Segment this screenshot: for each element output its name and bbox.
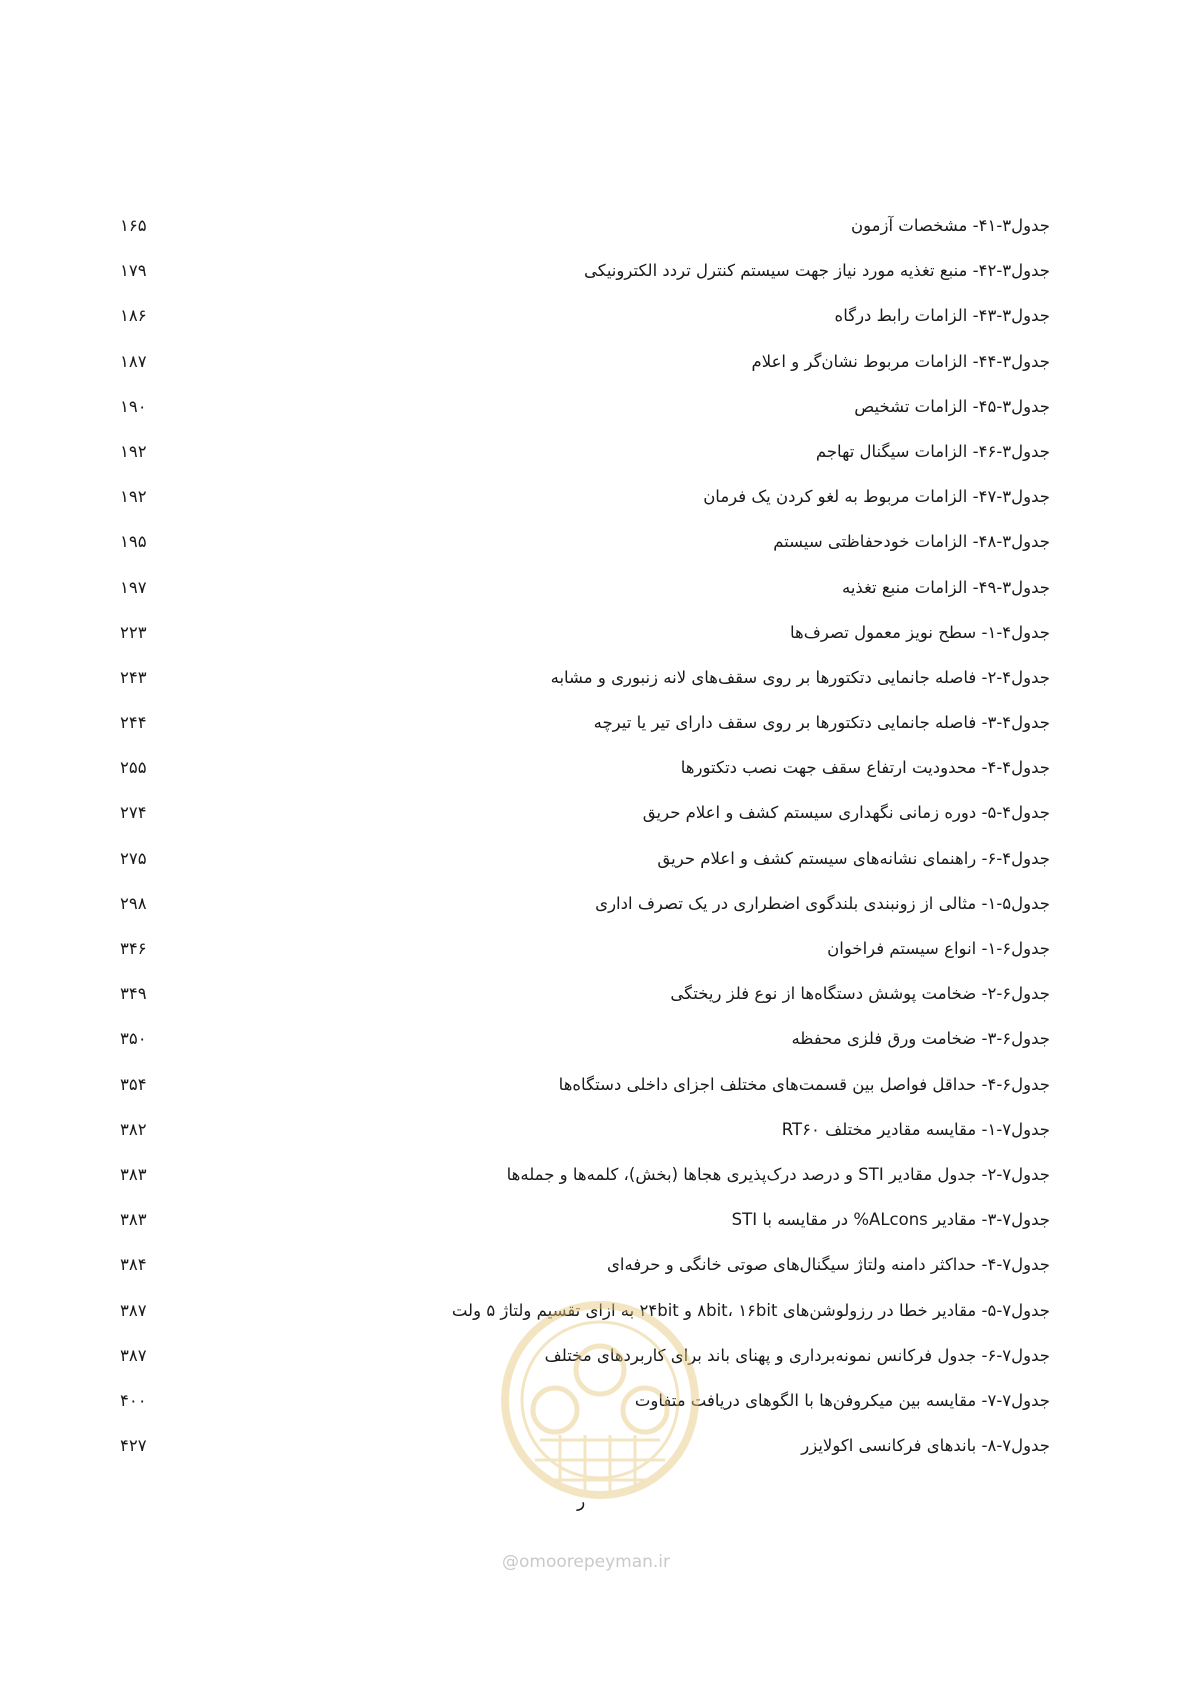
toc-entry-page: ۳۸۲ [120,1119,147,1139]
toc-entry-title: جدول۳-۴۸- الزامات خودحفاظتی سیستم [773,532,1050,552]
toc-entry-title: جدول۷-۴- حداکثر دامنه ولتاژ سیگنال‌های صوتی خانگی و حرفه‌ای [606,1255,1050,1275]
toc-entry [120,978,1050,1023]
toc-entry-page: ۳۸۷ [120,1345,147,1365]
toc-entry-title: جدول۴-۵- دوره زمانی نگهداری سیستم کشف و اعلام حریق [642,803,1050,823]
toc-entry-title: جدول۶-۱- انواع سیستم فراخوان [827,939,1050,958]
toc-entry-page: ۱۹۷ [120,577,147,597]
toc-entry-page: ۳۸۳ [120,1164,147,1184]
toc-entry [120,526,1050,571]
toc-entry [120,391,1050,436]
toc-entry-page: ۱۶۵ [120,216,147,235]
toc-entry-title: جدول۷-۶- جدول فرکانس نمونه‌برداری و پهنای باند برای کاربردهای مختلف [544,1345,1050,1365]
toc-entry-title: جدول۴-۲- فاصله جانمایی دتکتورها بر روی سقف‌های لانه زنبوری و مشابه [550,667,1050,687]
toc-entry-title: جدول۶-۲- ضخامت پوشش دستگاه‌ها از نوع فلز ریختگی [670,984,1050,1004]
toc-entry-title: جدول۳-۴۳- الزامات رابط درگاه [834,306,1050,326]
toc-entry-page: ۳۸۳ [120,1210,147,1230]
toc-entry [120,346,1050,391]
toc-entry-title: جدول۷-۷- مقایسه بین میکروفن‌ها با الگوهای دریافت متفاوت [634,1390,1050,1410]
toc-entry-page: ۳۸۴ [120,1255,147,1275]
toc-entry-page: ۳۴۶ [120,939,147,958]
page-number: ر [577,1492,586,1512]
toc-entry-title: جدول۷-۵- مقادیر خطا در رزولوشن‌های ۸bit، ۱۶bit و ۲۴bit به ازای تقسیم ولتاژ ۵ ولت [451,1300,1050,1320]
toc-entry-page: ۲۴۳ [120,667,147,687]
toc-entry-page: ۱۸۶ [120,306,147,326]
toc-entry-title: جدول۳-۴۷- الزامات مربوط به لغو کردن یک فرمان [703,487,1050,507]
toc-entry [120,572,1050,617]
toc-entry-page: ۱۹۲ [120,441,147,461]
toc-entry-title: جدول۶-۳- ضخامت ورق فلزی محفظه [791,1029,1050,1049]
toc-entry-title: جدول۳-۴۵- الزامات تشخیص [854,396,1050,416]
toc-entry-page: ۱۹۰ [120,396,147,416]
toc-entry-page: ۴۰۰ [120,1390,147,1410]
toc-entry-title: جدول۳-۴۹- الزامات منبع تغذیه [841,577,1050,597]
toc-entry [120,843,1050,888]
toc-entry-page: ۴۲۷ [120,1436,147,1456]
toc-entry-page: ۲۵۵ [120,758,147,778]
toc-entry-title: جدول۴-۴- محدودیت ارتفاع سقف جهت نصب دتکتورها [680,758,1050,778]
toc-entry [120,1430,1050,1475]
toc-entry [120,752,1050,797]
toc-entry-page: ۲۴۴ [120,713,147,733]
toc-entry [120,1295,1050,1340]
toc-entry [120,1023,1050,1068]
toc-entry-page: ۱۹۵ [120,532,147,552]
toc-entry-page: ۱۷۹ [120,261,147,281]
toc-entry-page: ۲۹۸ [120,893,147,913]
toc-entry [120,1069,1050,1114]
toc-entry-title: جدول۴-۱- سطح نویز معمول تصرف‌ها [790,622,1050,642]
toc-entry [120,1385,1050,1430]
toc-entry [120,1114,1050,1159]
toc-entry-page: ۳۵۰ [120,1029,147,1049]
toc-entry-page: ۳۸۷ [120,1300,147,1320]
toc-entry-title: جدول۳-۴۱- مشخصات آزمون [851,216,1050,235]
toc-entry-title: جدول۴-۳- فاصله جانمایی دتکتورها بر روی سقف دارای تیر یا تیرچه [593,713,1050,733]
toc-entry [120,481,1050,526]
toc-entry-title: جدول۷-۳- مقادیر ALcons% در مقایسه با STI [731,1210,1050,1230]
toc-entry [120,255,1050,300]
toc-entry-page: ۱۹۲ [120,487,147,507]
toc-entry [120,797,1050,842]
toc-entry [120,707,1050,752]
toc-entry-page: ۳۴۹ [120,984,147,1004]
toc-entry [120,888,1050,933]
toc-entry-page: ۳۵۴ [120,1074,147,1094]
toc-list [120,210,1050,1475]
toc-entry-title: جدول۳-۴۶- الزامات سیگنال تهاجم [815,441,1050,461]
toc-entry [120,617,1050,662]
toc-entry-title: جدول۶-۴- حداقل فواصل بین قسمت‌های مختلف اجزای داخلی دستگاه‌ها [558,1074,1050,1094]
toc-entry-title: جدول۳-۴۴- الزامات مربوط نشان‌گر و اعلام [751,351,1050,371]
toc-entry [120,300,1050,345]
toc-entry-title: جدول۷-۲- جدول مقادیر STI و درصد درک‌پذیری هجاها (بخش)، کلمه‌ها و جمله‌ها [506,1164,1050,1184]
watermark-text: @omoorepeyman.ir [502,1552,671,1572]
toc-entry [120,1159,1050,1204]
toc-entry [120,436,1050,481]
toc-entry-title: جدول۳-۴۲- منبع تغذیه مورد نیاز جهت سیستم کنترل تردد الکترونیکی [583,261,1050,281]
toc-entry [120,933,1050,978]
toc-entry [120,1340,1050,1385]
toc-entry-page: ۲۷۵ [120,848,147,868]
toc-entry-page: ۲۷۴ [120,803,147,823]
toc-entry-page: ۱۸۷ [120,351,147,371]
toc-entry [120,662,1050,707]
toc-entry-title: جدول۷-۸- باندهای فرکانسی اکولایزر [801,1436,1050,1456]
toc-entry-title: جدول۴-۶- راهنمای نشانه‌های سیستم کشف و اعلام حریق [657,848,1050,868]
toc-entry-title: جدول۷-۱- مقایسه مقادیر مختلف RT۶۰ [781,1119,1050,1139]
toc-entry [120,1204,1050,1249]
toc-entry [120,1249,1050,1294]
toc-entry-title: جدول۵-۱- مثالی از زونبندی بلندگوی اضطراری در یک تصرف اداری [595,893,1050,913]
toc-entry-page: ۲۲۳ [120,622,147,642]
toc-entry [120,210,1050,255]
